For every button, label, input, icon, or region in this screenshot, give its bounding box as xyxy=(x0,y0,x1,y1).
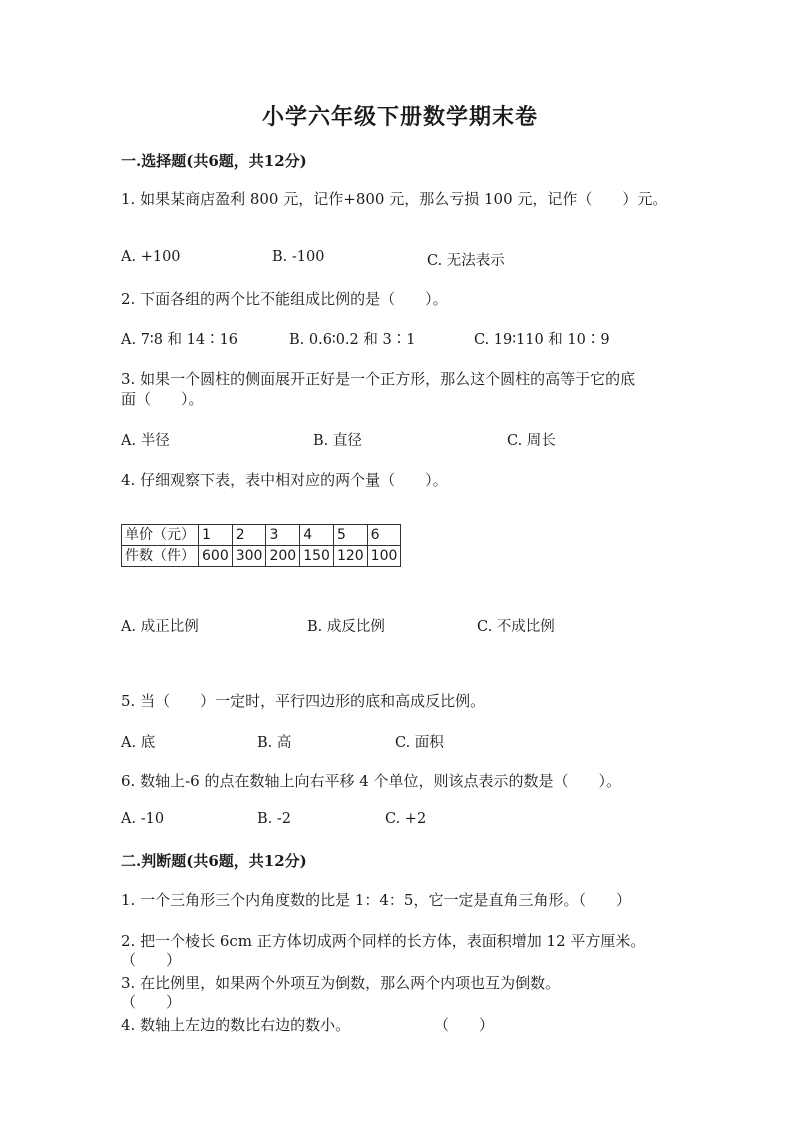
judgment-2: 2. 把一个棱长 6cm 正方体切成两个同样的长方体，表面积增加 12 平方厘米。 xyxy=(121,932,646,950)
table-cell: 件数（件） xyxy=(122,546,199,567)
question-6: 6. 数轴上-6 的点在数轴上向右平移 4 个单位，则该点表示的数是（ ）。 xyxy=(121,772,622,790)
q4-option-c: C. 不成比例 xyxy=(477,619,555,635)
question-3-line2: 面（ ）。 xyxy=(121,390,204,408)
q5-option-a: A. 底 xyxy=(121,735,156,751)
q4-option-b: B. 成反比例 xyxy=(307,619,385,635)
q6-option-b: B. -2 xyxy=(257,811,291,827)
table-cell: 120 xyxy=(333,546,367,567)
table-cell: 1 xyxy=(199,525,233,546)
q3-option-b: B. 直径 xyxy=(313,433,362,449)
table-row xyxy=(122,525,401,546)
table-cell: 600 xyxy=(199,546,233,567)
q2-option-c: C. 19∶110 和 10∶9 xyxy=(474,332,610,348)
section-header-choice: 一.选择题(共6题，共12分) xyxy=(121,152,307,170)
q1-option-a: A. +100 xyxy=(121,249,181,265)
section-header-judgment: 二.判断题(共6题，共12分) xyxy=(121,852,307,870)
table-cell: 5 xyxy=(333,525,367,546)
q6-option-c: C. +2 xyxy=(385,811,427,827)
judgment-3: 3. 在比例里，如果两个外项互为倒数，那么两个内项也互为倒数。 xyxy=(121,974,561,992)
q6-option-a: A. -10 xyxy=(121,811,165,827)
q3-option-a: A. 半径 xyxy=(121,433,170,449)
table-cell: 150 xyxy=(300,546,334,567)
table-cell: 300 xyxy=(232,546,266,567)
q5-option-c: C. 面积 xyxy=(395,735,444,751)
question-2: 2. 下面各组的两个比不能组成比例的是（ ）。 xyxy=(121,290,448,308)
question-5: 5. 当（ ）一定时，平行四边形的底和高成反比例。 xyxy=(121,692,486,710)
q5-option-b: B. 高 xyxy=(257,735,292,751)
q3-option-c: C. 周长 xyxy=(507,433,556,449)
table-cell: 4 xyxy=(300,525,334,546)
q2-option-a: A. 7∶8 和 14∶16 xyxy=(121,332,239,348)
q1-option-c: C. 无法表示 xyxy=(427,253,505,269)
judgment-2-answer-blank: （ ） xyxy=(121,951,182,969)
table-cell: 100 xyxy=(367,546,401,567)
table-cell: 单价（元） xyxy=(122,525,199,546)
judgment-4-answer-blank: （ ） xyxy=(434,1016,495,1034)
page-title: 小学六年级下册数学期末卷 xyxy=(261,104,538,130)
question-3-line1: 3. 如果一个圆柱的侧面展开正好是一个正方形，那么这个圆柱的高等于它的底 xyxy=(121,370,636,388)
table-row xyxy=(122,546,401,567)
q4-option-a: A. 成正比例 xyxy=(121,619,199,635)
question-1: 1. 如果某商店盈利 800 元，记作+800 元，那么亏损 100 元，记作（ ）元。 xyxy=(121,190,668,208)
judgment-1: 1. 一个三角形三个内角度数的比是 1：4：5，它一定是直角三角形。（ ） xyxy=(121,891,631,909)
table-cell: 3 xyxy=(266,525,300,546)
judgment-4: 4. 数轴上左边的数比右边的数小。 xyxy=(121,1016,351,1034)
table-cell: 2 xyxy=(232,525,266,546)
question-4: 4. 仔细观察下表，表中相对应的两个量（ ）。 xyxy=(121,471,448,489)
q1-option-b: B. -100 xyxy=(272,249,325,265)
judgment-3-answer-blank: （ ） xyxy=(121,993,182,1011)
table-cell: 6 xyxy=(367,525,401,546)
q2-option-b: B. 0.6∶0.2 和 3∶1 xyxy=(289,332,416,348)
table-cell: 200 xyxy=(266,546,300,567)
price-quantity-table xyxy=(121,524,401,567)
